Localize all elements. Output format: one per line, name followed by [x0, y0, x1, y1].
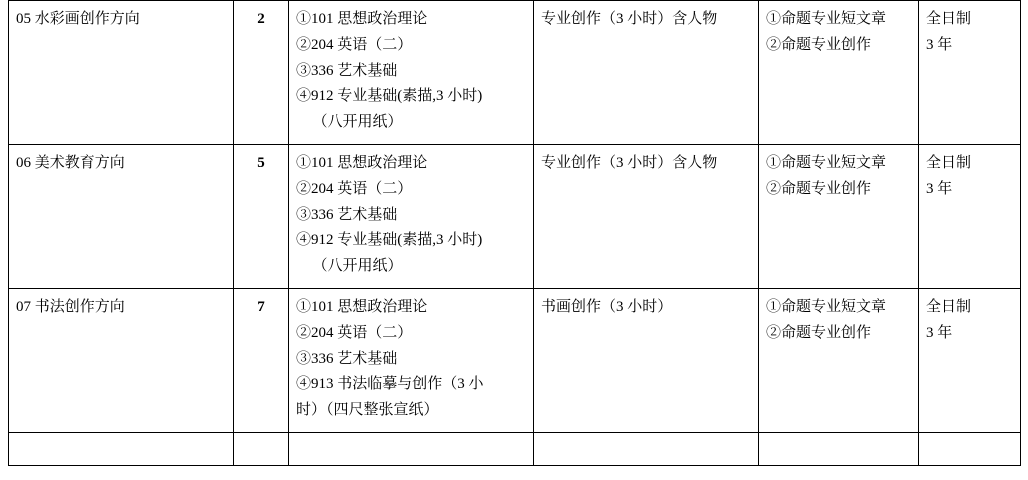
subject-line: ③336 艺术基础: [296, 206, 398, 223]
cell-exam: [534, 432, 759, 465]
cell-subjects: [289, 1, 534, 145]
cell-mode: [919, 1, 1021, 145]
mode-line: 全日制: [926, 154, 972, 171]
direction-text: 05 水彩画创作方向: [16, 11, 140, 27]
subject-line: 时）（四尺整张宣纸）: [296, 402, 439, 419]
cell-exam: [534, 288, 759, 432]
direction-text: 07 书法创作方向: [16, 298, 125, 315]
subject-line: ①101 思想政治理论: [296, 154, 428, 171]
table-row: [9, 144, 1021, 288]
table-row: [9, 288, 1021, 432]
cell-retest: [759, 288, 919, 432]
subject-line: （八开用纸）: [312, 258, 403, 275]
retest-line: ②命题专业创作: [766, 180, 872, 197]
retest-line: ②命题专业创作: [766, 324, 872, 341]
subject-line: ②204 英语（二）: [296, 324, 413, 341]
table-row-partial: [9, 432, 1021, 465]
mode-line: 全日制: [926, 298, 972, 315]
direction-text: 06 美术教育方向: [16, 154, 125, 171]
retest-line: ①命题专业短文章: [766, 298, 887, 315]
cell-quota: [234, 144, 289, 288]
exam-line: 专业创作（3 小时）含人物: [541, 11, 718, 27]
admissions-table: [8, 0, 1021, 466]
mode-line: 3 年: [926, 324, 953, 341]
cell-subjects: [289, 288, 534, 432]
cell-mode: [919, 432, 1021, 465]
mode-line: 3 年: [926, 180, 953, 197]
quota-value: 2: [257, 11, 265, 27]
table-row: [9, 1, 1021, 145]
exam-line: 专业创作（3 小时）含人物: [541, 154, 718, 171]
subject-line: ②204 英语（二）: [296, 180, 413, 197]
subject-line: （八开用纸）: [312, 114, 403, 131]
subject-line: ④912 专业基础(素描,3 小时): [296, 232, 483, 249]
exam-line: 书画创作（3 小时）: [541, 298, 673, 315]
cell-direction: [9, 432, 234, 465]
quota-value: 5: [257, 154, 265, 171]
cell-exam: [534, 1, 759, 145]
mode-line: 3 年: [926, 36, 953, 53]
cell-direction: [9, 144, 234, 288]
subject-line: ④913 书法临摹与创作（3 小: [296, 376, 484, 393]
mode-line: 全日制: [926, 11, 972, 27]
subject-line: ③336 艺术基础: [296, 62, 398, 79]
subject-line: ①101 思想政治理论: [296, 11, 428, 27]
subject-line: ③336 艺术基础: [296, 350, 398, 367]
cell-retest: [759, 144, 919, 288]
cell-retest: [759, 432, 919, 465]
cell-mode: [919, 288, 1021, 432]
cell-quota: [234, 432, 289, 465]
cell-subjects: [289, 144, 534, 288]
cell-direction: [9, 1, 234, 145]
retest-line: ②命题专业创作: [766, 36, 872, 53]
cell-direction: [9, 288, 234, 432]
subject-line: ④912 专业基础(素描,3 小时): [296, 88, 483, 105]
cell-retest: [759, 1, 919, 145]
quota-value: 7: [257, 298, 265, 315]
retest-line: ①命题专业短文章: [766, 11, 887, 27]
cell-exam: [534, 144, 759, 288]
cell-quota: [234, 288, 289, 432]
retest-line: ①命题专业短文章: [766, 154, 887, 171]
cell-subjects: [289, 432, 534, 465]
subject-line: ②204 英语（二）: [296, 36, 413, 53]
cell-mode: [919, 144, 1021, 288]
subject-line: ①101 思想政治理论: [296, 298, 428, 315]
cell-quota: [234, 1, 289, 145]
